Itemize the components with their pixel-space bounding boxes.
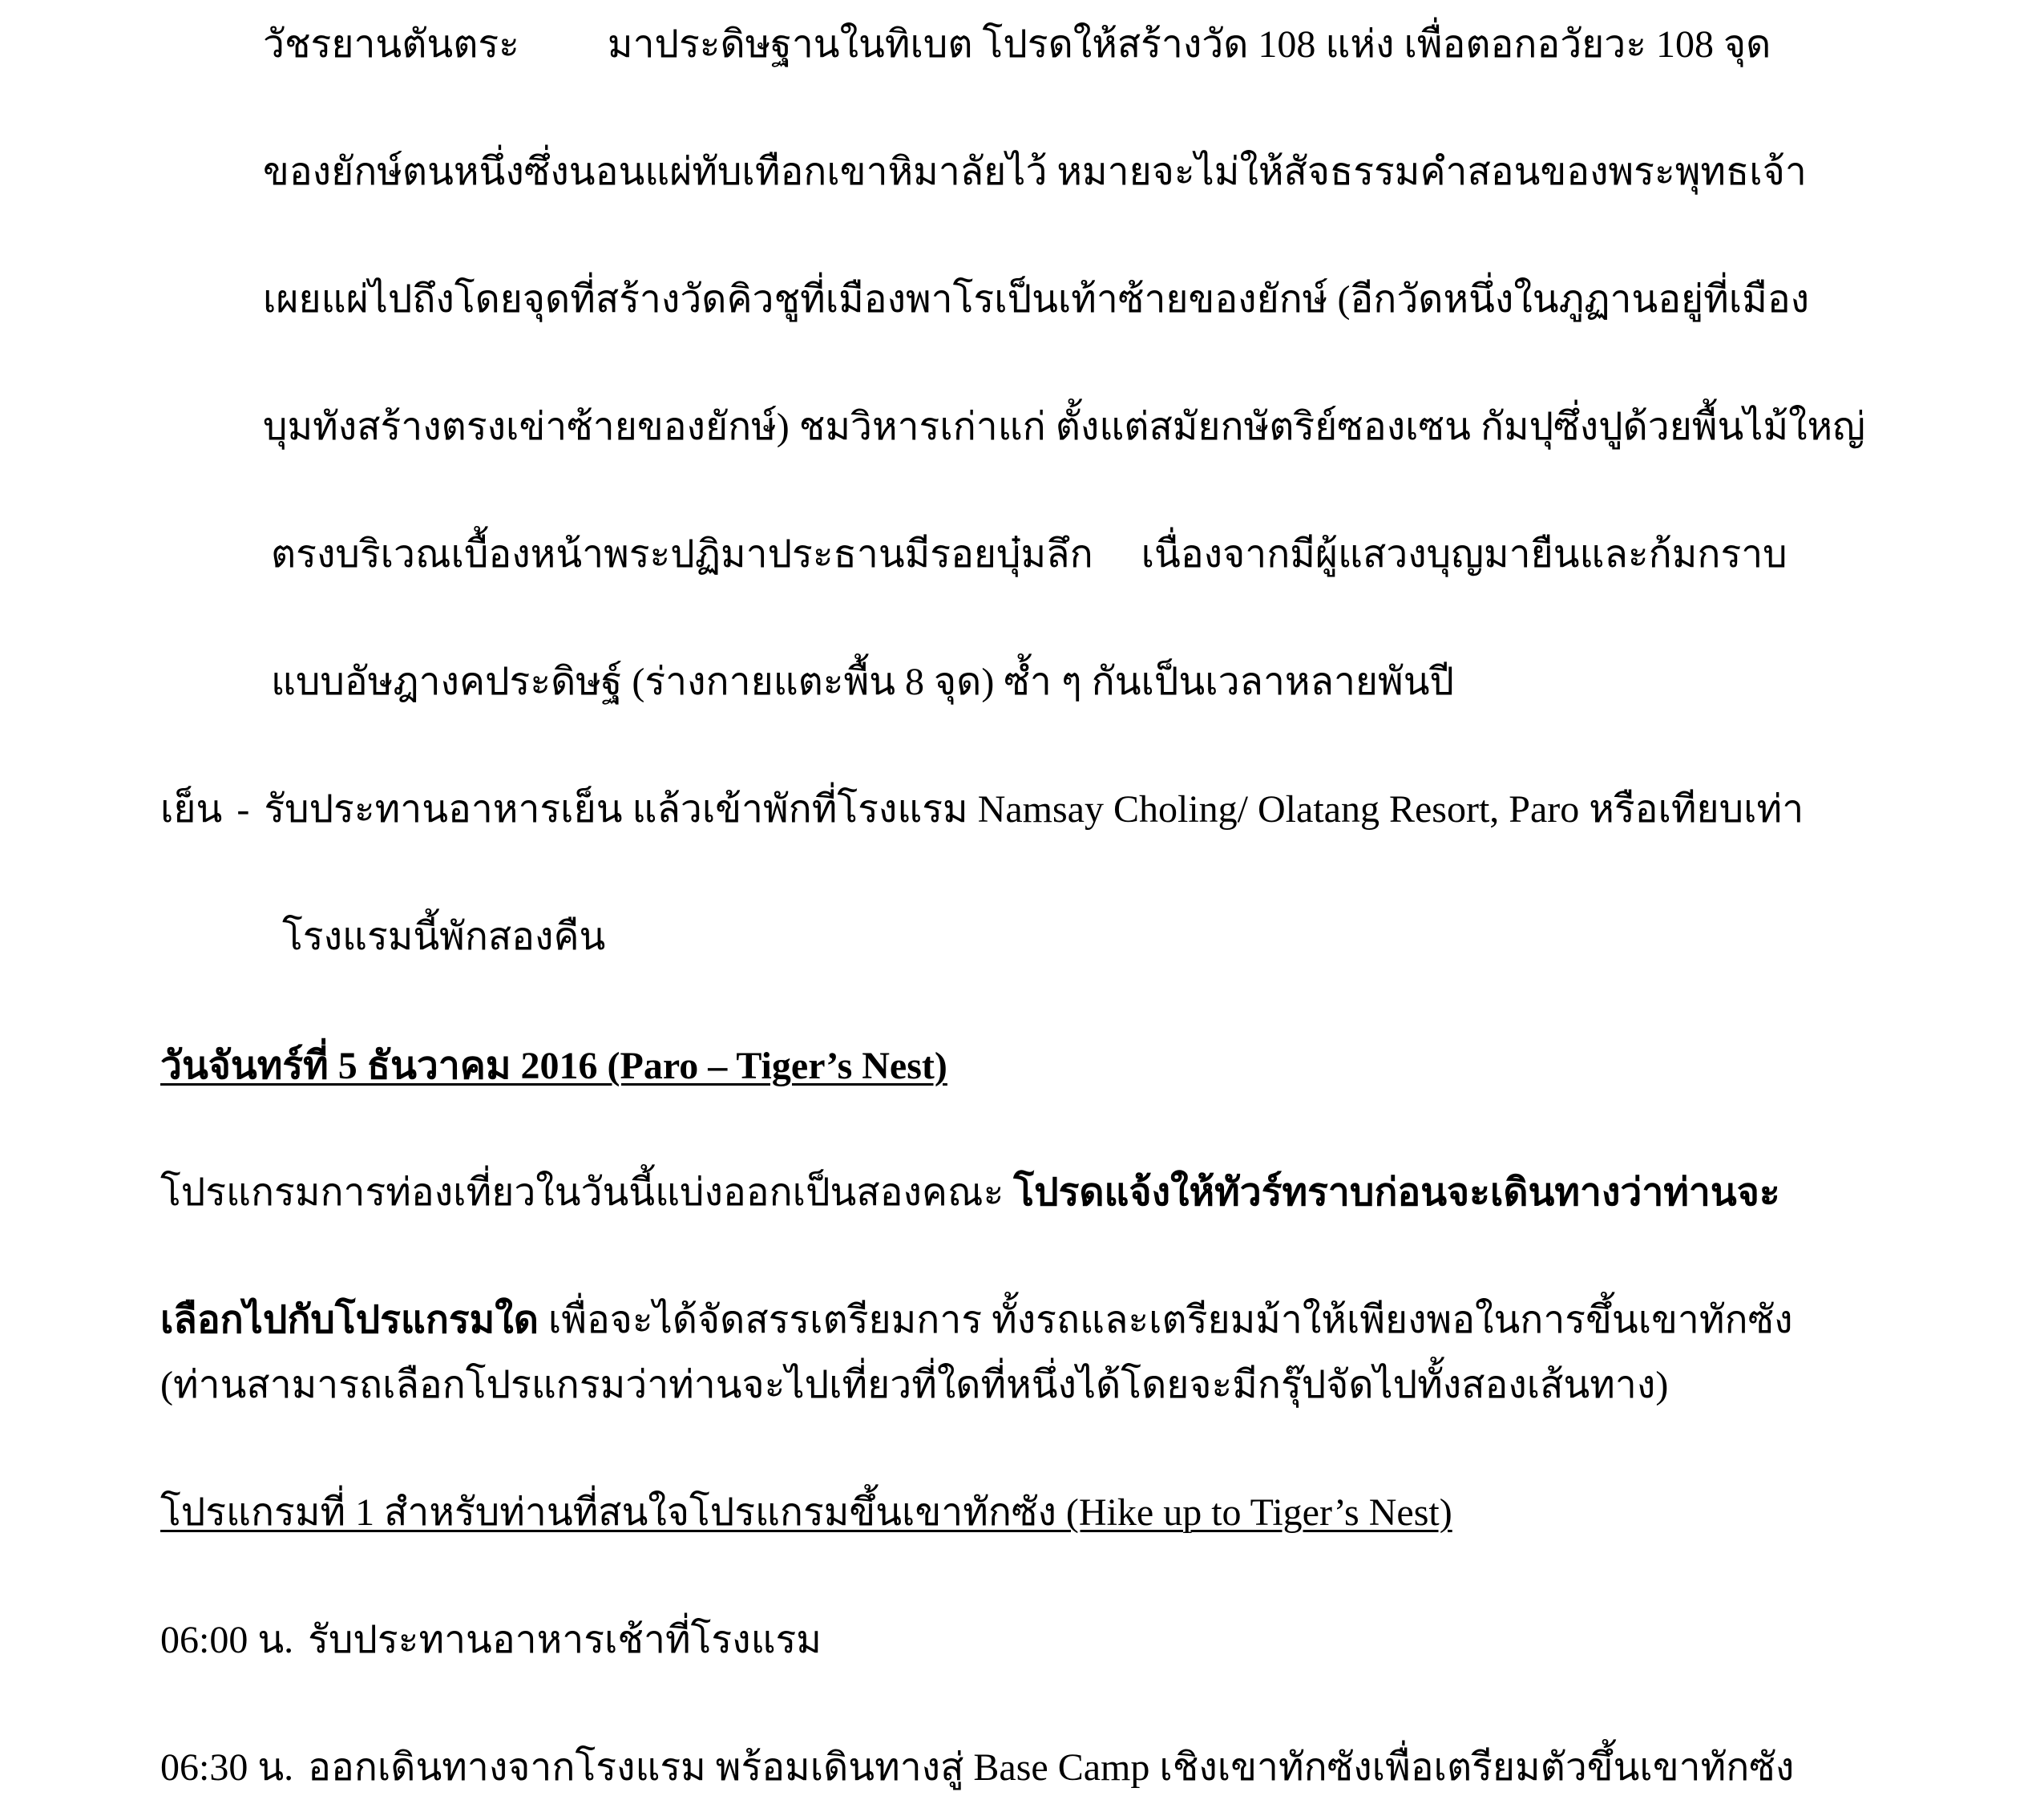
- intro-line-4: บุมทังสร้างตรงเข่าซ้ายของยักษ์) ชมวิหารเก่าแก่ ตั้งแต่สมัยกษัตริย์ซองเซน กัมปุซึ่งปูด้วยพื้นไม้ใหญ่: [263, 406, 1866, 448]
- intro-line-3: เผยแผ่ไปถึงโดยจุดที่สร้างวัดคิวชูที่เมืองพาโรเป็นเท้าซ้ายของยักษ์ (อีกวัดหนึ่งในภูฏานอยู่ที่เมือง: [263, 278, 1810, 321]
- program-note-line-1-bold: โปรดแจ้งให้ทัวร์ทราบก่อนจะเดินทางว่าท่านจะ: [1013, 1171, 1780, 1214]
- schedule-item: [160, 1616, 822, 1664]
- schedule-text: รับประทานอาหารเช้าที่โรงแรม: [308, 1619, 822, 1661]
- schedule-time: 06:00 น.: [160, 1619, 294, 1661]
- intro-line-2: ของยักษ์ตนหนึ่งซึ่งนอนแผ่ทับเทือกเขาหิมาลัยไว้ หมายจะไม่ให้สัจธรรมคำสอนของพระพุทธเจ้า: [263, 151, 1807, 193]
- intro-line-6: แบบอัษฎางคประดิษฐ์ (ร่างกายแตะพื้น 8 จุด) ซ้ำ ๆ กันเป็นเวลาหลายพันปี: [271, 661, 1454, 703]
- evening-entry: [160, 786, 1804, 834]
- program-note-line-3: (ท่านสามารถเลือกโปรแกรมว่าท่านจะไปเที่ยวที่ใดที่หนึ่งได้โดยจะมีกรุ๊ปจัดไปทั้งสองเส้นทาง): [160, 1364, 1669, 1406]
- intro-line-1-rest: มาประดิษฐานในทิเบต โปรดให้สร้างวัด 108 แห่ง เพื่อตอกอวัยวะ 108 จุด: [607, 23, 1771, 66]
- evening-text: รับประทานอาหารเย็น แล้วเข้าพักที่โรงแรม Namsay Choling/ Olatang Resort, Paro หรือเทียบเท่า: [264, 788, 1804, 831]
- evening-label: เย็น: [160, 788, 223, 831]
- schedule-text: ออกเดินทางจากโรงแรม พร้อมเดินทางสู่ Base Camp เชิงเขาทักซังเพื่อเตรียมตัวขึ้นเขาทักซัง: [308, 1746, 1795, 1789]
- day-heading: วันจันทร์ที่ 5 ธันวาคม 2016 (Paro – Tiger’s Nest): [160, 1045, 947, 1087]
- program-note-line-2: [160, 1296, 1793, 1345]
- evening-dash: -: [236, 788, 250, 831]
- program-note-line-2-bold: เลือกไปกับโปรแกรมใด: [160, 1299, 539, 1341]
- program-note-line-1-normal: โปรแกรมการท่องเที่ยวในวันนี้แบ่งออกเป็นสองคณะ: [160, 1171, 1014, 1214]
- intro-line-5-b: เนื่องจากมีผู้แสวงบุญมายืนและก้มกราบ: [1141, 533, 1787, 576]
- intro-line-1: [263, 21, 1771, 69]
- intro-line-5: [271, 531, 1787, 579]
- evening-text-2: โรงแรมนี้พักสองคืน: [282, 916, 606, 958]
- schedule-item: [160, 1744, 1794, 1792]
- schedule-time: 06:30 น.: [160, 1746, 294, 1789]
- program-1-heading: โปรแกรมที่ 1 สำหรับท่านที่สนใจโปรแกรมขึ้นเขาทักซัง (Hike up to Tiger’s Nest): [160, 1491, 1452, 1534]
- intro-line-1-term: วัชรยานตันตระ: [263, 23, 519, 66]
- program-note-line-1: [160, 1169, 1780, 1217]
- program-note-line-2-normal: เพื่อจะได้จัดสรรเตรียมการ ทั้งรถและเตรียมม้าให้เพียงพอในการขึ้นเขาทักซัง: [538, 1299, 1793, 1341]
- intro-line-5-a: ตรงบริเวณเบื้องหน้าพระปฏิมาประธานมีรอยบุ๋มลึก: [271, 533, 1093, 576]
